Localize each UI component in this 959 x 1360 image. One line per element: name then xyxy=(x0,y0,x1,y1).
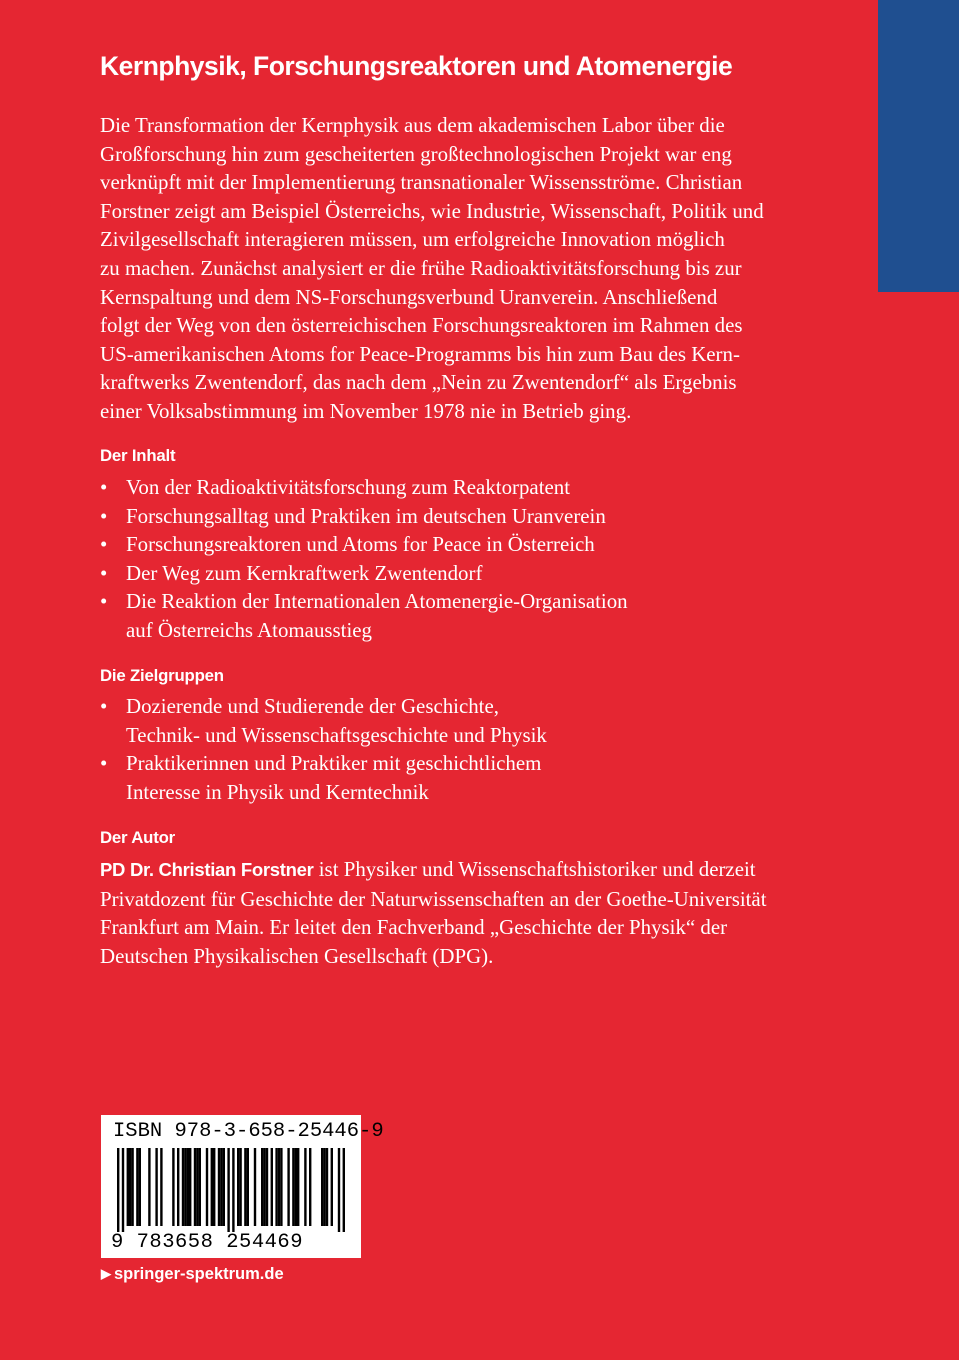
play-arrow-icon: ▶ xyxy=(101,1266,111,1281)
author-name: PD Dr. Christian Forstner xyxy=(100,859,314,880)
barcode-bar xyxy=(129,1148,131,1226)
barcode-bar xyxy=(136,1148,138,1226)
barcode-bar xyxy=(295,1148,297,1226)
barcode-bar xyxy=(172,1148,174,1226)
bullet-icon: • xyxy=(100,560,108,585)
barcode-bar xyxy=(182,1148,184,1226)
intro-line: einer Volksabstimmung im November 1978 nie in Betrieb ging. xyxy=(100,398,632,423)
contents-list xyxy=(100,473,820,645)
barcode-bar xyxy=(263,1148,265,1226)
list-item-text: Von der Radioaktivitätsforschung zum Reaktorpatent xyxy=(126,475,571,499)
list-item-text: Der Weg zum Kernkraftwerk Zwentendorf xyxy=(126,560,483,585)
barcode-bar xyxy=(127,1148,129,1226)
barcode-bar xyxy=(278,1148,280,1226)
author-bio xyxy=(100,855,816,970)
barcode-bar xyxy=(189,1148,191,1226)
barcode-bar xyxy=(220,1148,222,1226)
intro-line: verknüpft mit der Implementierung transnationaler Wissensströme. Christian xyxy=(100,170,743,195)
barcode-box xyxy=(101,1115,384,1258)
audience-list xyxy=(100,692,820,806)
barcode-bar xyxy=(266,1148,268,1226)
barcode-bar xyxy=(131,1148,133,1226)
bullet-icon: • xyxy=(100,503,108,528)
barcode-bar xyxy=(196,1148,198,1226)
book-title: Kernphysik, Forschungsreaktoren und Atomenergie xyxy=(100,51,733,81)
barcode-bar xyxy=(148,1148,150,1226)
isbn-label: ISBN 978-3-658-25446-9 xyxy=(113,1120,384,1143)
barcode-bar xyxy=(122,1148,124,1232)
bullet-icon: • xyxy=(100,475,108,499)
barcode-bar xyxy=(227,1148,229,1232)
barcode-bar xyxy=(338,1148,340,1232)
audience-heading: Die Zielgruppen xyxy=(100,666,224,685)
list-item-text: Technik- und Wissenschaftsgeschichte und Physik xyxy=(126,722,547,747)
barcode-bar xyxy=(309,1148,311,1226)
bullet-icon: • xyxy=(100,589,108,614)
barcode-bar xyxy=(343,1148,345,1232)
ean-number: 9 783658 254469 xyxy=(111,1231,304,1254)
intro-paragraph xyxy=(100,111,816,426)
barcode-bar xyxy=(254,1148,256,1226)
barcode-bar xyxy=(184,1148,186,1226)
list-item xyxy=(100,749,820,806)
barcode-bar xyxy=(271,1148,273,1226)
blue-spine-stripe xyxy=(878,0,959,292)
barcode-bar xyxy=(244,1148,246,1226)
publisher-website-link[interactable] xyxy=(101,1263,284,1285)
contents-heading: Der Inhalt xyxy=(100,446,176,465)
barcode-bar xyxy=(194,1148,196,1226)
list-item-text: Die Reaktion der Internationalen Atomenergie-Organisation xyxy=(126,589,628,614)
barcode-bar xyxy=(199,1148,201,1226)
barcode-bar xyxy=(155,1148,157,1226)
list-item xyxy=(100,559,820,588)
barcode-bar xyxy=(211,1148,213,1226)
intro-line: Großforschung hin zum gescheiterten großtechnologischen Projekt war eng xyxy=(100,141,732,166)
list-item-text: Praktikerinnen und Praktiker mit geschichtlichem xyxy=(126,751,542,776)
barcode-bar xyxy=(261,1148,263,1226)
website-url: springer-spektrum.de xyxy=(114,1265,284,1283)
bullet-icon: • xyxy=(100,751,108,776)
list-item xyxy=(100,502,820,531)
intro-line: Zivilgesellschaft interagieren müssen, um erfolgreiche Innovation möglich xyxy=(100,227,725,252)
author-bio-line: ist Physiker und Wissenschaftshistoriker und derzeit xyxy=(313,857,756,881)
barcode-bar xyxy=(218,1148,220,1226)
barcode-bar xyxy=(117,1148,119,1232)
intro-line: Die Transformation der Kernphysik aus dem akademischen Labor über die xyxy=(100,113,725,137)
intro-line: Forstner zeigt am Beispiel Österreichs, wie Industrie, Wissenschaft, Politik und xyxy=(100,198,764,223)
barcode-bar xyxy=(232,1148,234,1232)
barcode-bar xyxy=(323,1148,325,1226)
list-item xyxy=(100,473,820,502)
barcode-bar xyxy=(304,1148,306,1226)
author-bio-line: Frankfurt am Main. Er leitet den Fachverband „Geschichte der Physik“ der xyxy=(100,915,728,940)
intro-line: Kernspaltung und dem NS-Forschungsverbund Uranverein. Anschließend xyxy=(100,284,718,309)
intro-line: US-amerikanischen Atoms for Peace-Programms bis hin zum Bau des Kern- xyxy=(100,341,740,366)
barcode-bar xyxy=(187,1148,189,1226)
barcode-bar xyxy=(287,1148,289,1226)
list-item xyxy=(100,530,820,559)
barcode-icon xyxy=(113,1148,349,1232)
barcode-bar xyxy=(247,1148,249,1226)
intro-line: kraftwerks Zwentendorf, das nach dem „Nein zu Zwentendorf“ als Ergebnis xyxy=(100,370,737,395)
author-bio-line: Deutschen Physikalischen Gesellschaft (DPG). xyxy=(100,943,494,968)
barcode-bar xyxy=(223,1148,225,1226)
barcode-bar xyxy=(177,1148,179,1226)
barcode-bar xyxy=(139,1148,141,1226)
author-heading: Der Autor xyxy=(100,828,175,847)
intro-line: zu machen. Zunächst analysiert er die frühe Radioaktivitätsforschung bis zur xyxy=(100,255,742,280)
bullet-icon: • xyxy=(100,694,108,718)
list-item-text: auf Österreichs Atomausstieg xyxy=(126,617,372,642)
list-item xyxy=(100,587,820,644)
list-item-text: Interesse in Physik und Kerntechnik xyxy=(126,779,429,804)
barcode-bar xyxy=(326,1148,328,1226)
barcode-bar xyxy=(275,1148,277,1226)
barcode-bar xyxy=(237,1148,239,1226)
barcode-bar xyxy=(321,1148,323,1226)
list-item-text: Forschungsreaktoren und Atoms for Peace in Österreich xyxy=(126,532,595,557)
barcode-bar xyxy=(160,1148,162,1226)
list-item-text: Forschungsalltag und Praktiken im deutschen Uranverein xyxy=(126,503,606,528)
barcode-bar xyxy=(213,1148,215,1226)
barcode-bar xyxy=(206,1148,208,1226)
barcode-bar xyxy=(297,1148,299,1226)
list-item xyxy=(100,692,820,749)
bullet-icon: • xyxy=(100,532,108,557)
intro-line: folgt der Weg von den österreichischen Forschungsreaktoren im Rahmen des xyxy=(100,313,743,338)
barcode-bar xyxy=(331,1148,333,1226)
author-bio-line: Privatdozent für Geschichte der Naturwissenschaften an der Goethe-Universität xyxy=(100,886,767,911)
barcode-bar xyxy=(280,1148,282,1226)
list-item-text: Dozierende und Studierende der Geschichte, xyxy=(126,694,499,718)
barcode-bar xyxy=(292,1148,294,1226)
barcode-bar xyxy=(239,1148,241,1226)
